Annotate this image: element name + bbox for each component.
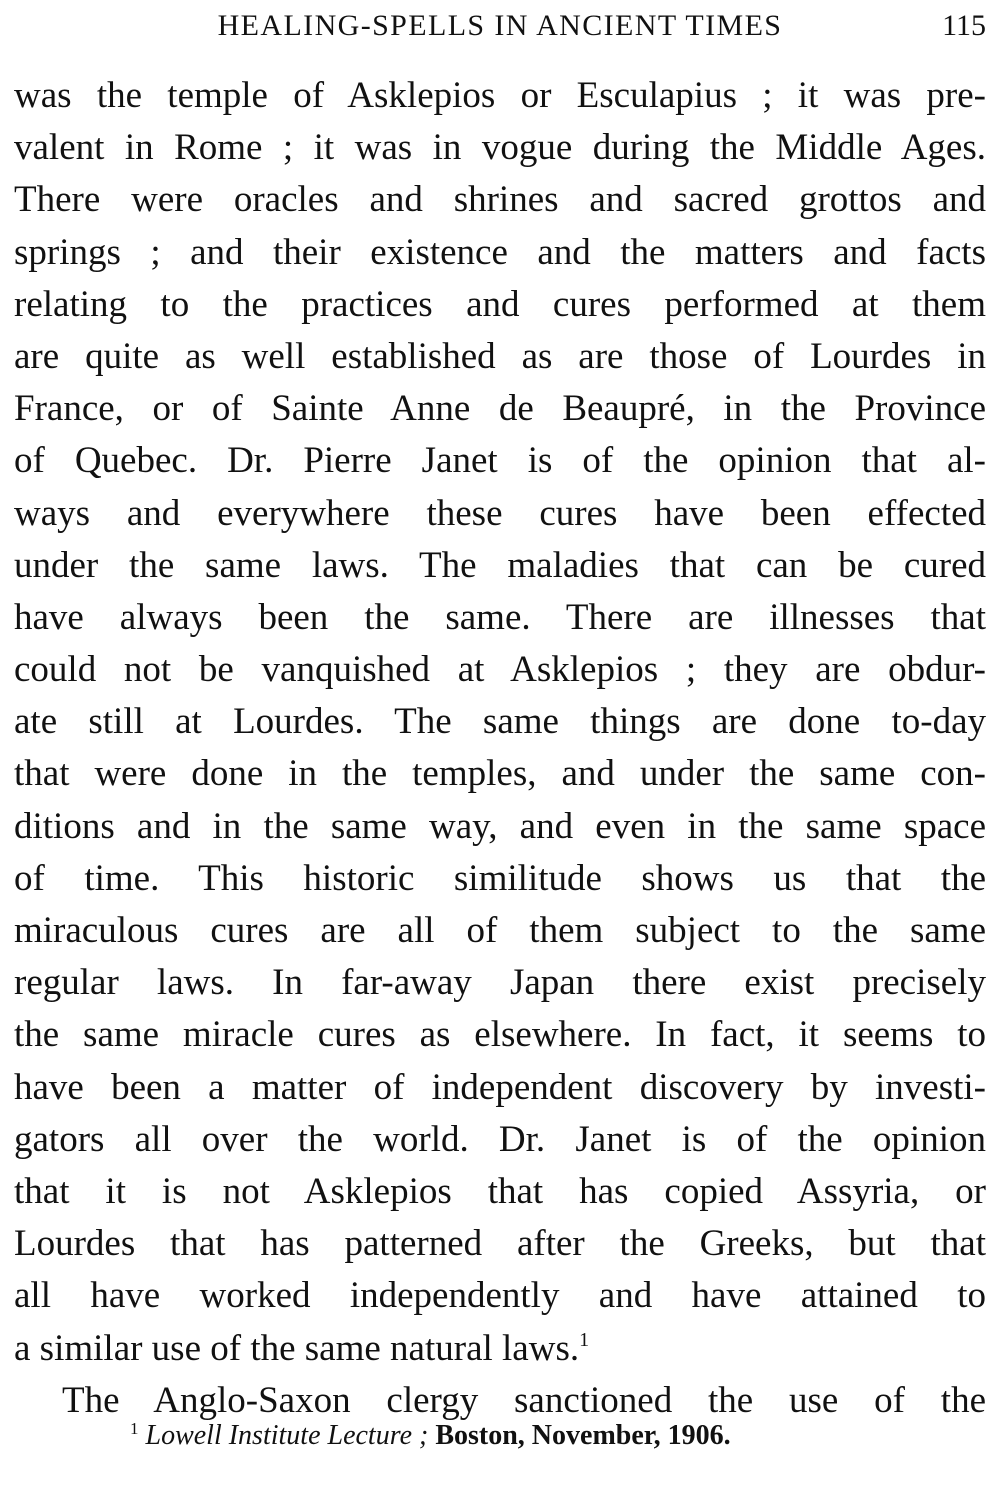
- running-head: [14, 4, 986, 48]
- next-paragraph-line: The Anglo-Saxon clergy sanctioned the use of the: [62, 1379, 986, 1421]
- text-line: are quite as well established as are those of Lourdes in: [14, 335, 986, 377]
- body-text: [14, 70, 986, 1427]
- page-number: 115: [942, 9, 986, 42]
- text-line: Lourdes that has patterned after the Greeks, but that: [14, 1223, 986, 1265]
- text-line: that it is not Asklepios that has copied Assyria, or: [14, 1170, 986, 1212]
- text-line: could not be vanquished at Asklepios ; they are obdur-: [14, 649, 986, 691]
- footnote-marker: 1: [130, 1419, 139, 1438]
- text-line: was the temple of Asklepios or Esculapius ; it was pre-: [14, 75, 986, 116]
- text-line: that were done in the temples, and under the same con-: [14, 753, 986, 795]
- text-line: springs ; and their existence and the matters and facts: [14, 231, 986, 273]
- text-line: ate still at Lourdes. The same things are done to-day: [14, 701, 986, 743]
- text-line: There were oracles and shrines and sacred grottos and: [14, 179, 986, 221]
- text-line: regular laws. In far-away Japan there exist precisely: [14, 962, 986, 1004]
- text-line: relating to the practices and cures performed at them: [14, 283, 986, 325]
- text-line: valent in Rome ; it was in vogue during the Middle Ages.: [14, 127, 986, 169]
- text-line: gators all over the world. Dr. Janet is of the opinion: [14, 1118, 986, 1160]
- text-line: France, or of Sainte Anne de Beaupré, in the Province: [14, 388, 986, 430]
- text-line: ditions and in the same way, and even in the same space: [14, 805, 986, 847]
- text-line: have always been the same. There are illnesses that: [14, 596, 986, 638]
- footnote: [130, 1416, 731, 1456]
- running-title: HEALING-SPELLS IN ANCIENT TIMES: [217, 9, 783, 42]
- text-line: have been a matter of independent discovery by investi-: [14, 1066, 986, 1108]
- last-line-text: a similar use of the same natural laws.: [14, 1327, 580, 1369]
- text-line: miraculous cures are all of them subject to the same: [14, 910, 986, 951]
- text-line: under the same laws. The maladies that can be cured: [14, 544, 986, 586]
- footnote-title: Lowell Institute Lecture ;: [145, 1420, 429, 1451]
- footnote-source: Boston, November, 1906.: [435, 1420, 731, 1451]
- text-line: the same miracle cures as elsewhere. In fact, it seems to: [14, 1014, 986, 1056]
- text-line: of Quebec. Dr. Pierre Janet is of the opinion that al-: [14, 440, 986, 482]
- paragraph-last-line: [14, 1323, 986, 1375]
- text-line: of time. This historic similitude shows us that the: [14, 857, 986, 899]
- footnote-reference: 1: [579, 1328, 590, 1351]
- text-line: all have worked independently and have attained to: [14, 1275, 986, 1317]
- text-line: ways and everywhere these cures have been effected: [14, 492, 986, 534]
